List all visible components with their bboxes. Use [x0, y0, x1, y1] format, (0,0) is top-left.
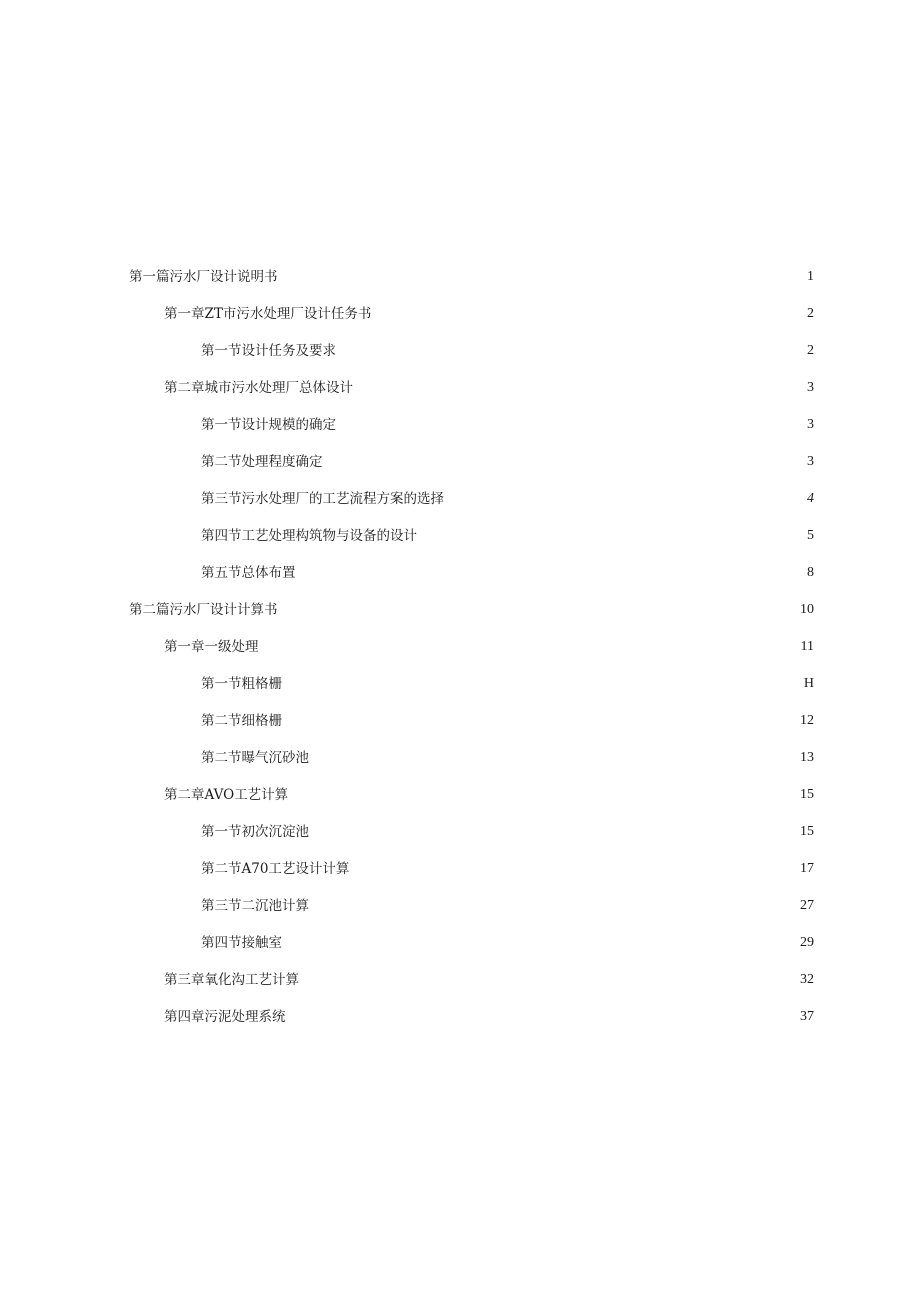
toc-entry-page: 12 — [800, 712, 814, 728]
toc-entry-page: 4 — [807, 490, 814, 506]
toc-dot-leader — [353, 861, 793, 877]
toc-dot-leader — [263, 639, 794, 655]
toc-entry-title: 第二节处理程度确定 — [201, 453, 323, 470]
toc-dot-leader — [300, 565, 794, 581]
table-of-contents — [0, 258, 920, 1035]
toc-entry-title: 第一节初次沉淀池 — [201, 823, 309, 840]
toc-entry-title: 第二篇污水厂设计计算书 — [129, 601, 278, 618]
toc-entry-title: 第一节设计任务及要求 — [201, 342, 336, 359]
toc-dot-leader — [282, 602, 794, 618]
toc-dot-leader — [313, 750, 793, 766]
toc-entry[interactable] — [0, 813, 920, 850]
toc-entry-page: 3 — [807, 453, 814, 469]
toc-entry-title: 第一篇污水厂设计说明书 — [129, 268, 278, 285]
toc-entry-title: 第一节设计规模的确定 — [201, 416, 336, 433]
toc-entry[interactable] — [0, 887, 920, 924]
toc-entry[interactable] — [0, 369, 920, 406]
toc-entry[interactable] — [0, 665, 920, 702]
toc-entry-page: 27 — [800, 897, 814, 913]
toc-entry-title: 第一章ZT市污水处理厂设计任务书 — [164, 305, 372, 322]
toc-entry-page: 29 — [800, 934, 814, 950]
toc-entry-title: 第二章城市污水处理厂总体设计 — [164, 379, 353, 396]
toc-entry-title: 第三章氧化沟工艺计算 — [164, 971, 299, 988]
toc-entry-page: 15 — [800, 786, 814, 802]
toc-entry-page: 13 — [800, 749, 814, 765]
toc-entry[interactable] — [0, 554, 920, 591]
toc-dot-leader — [375, 306, 793, 322]
toc-entry[interactable] — [0, 258, 920, 295]
toc-entry[interactable] — [0, 591, 920, 628]
toc-entry-title: 第二章AVO工艺计算 — [164, 786, 289, 803]
toc-entry[interactable] — [0, 961, 920, 998]
toc-entry-title: 第四节工艺处理构筑物与设备的设计 — [201, 527, 417, 544]
toc-entry[interactable] — [0, 924, 920, 961]
toc-entry[interactable] — [0, 406, 920, 443]
toc-entry[interactable] — [0, 517, 920, 554]
toc-dot-leader — [313, 898, 793, 914]
toc-entry[interactable] — [0, 739, 920, 776]
toc-dot-leader — [286, 935, 793, 951]
toc-entry-page: 37 — [800, 1008, 814, 1024]
toc-entry[interactable] — [0, 628, 920, 665]
toc-entry[interactable] — [0, 295, 920, 332]
toc-entry-page: 1 — [807, 268, 814, 284]
toc-entry[interactable] — [0, 480, 920, 517]
toc-dot-leader — [286, 713, 793, 729]
toc-dot-leader — [292, 787, 793, 803]
toc-dot-leader — [421, 528, 793, 544]
toc-entry-page: 3 — [807, 379, 814, 395]
toc-entry-page: 5 — [807, 527, 814, 543]
toc-entry-page: H — [803, 675, 814, 691]
toc-entry[interactable] — [0, 850, 920, 887]
toc-dot-leader — [448, 491, 793, 507]
toc-entry-title: 第二节细格栅 — [201, 712, 282, 729]
toc-entry-page: 15 — [800, 823, 814, 839]
toc-entry[interactable] — [0, 443, 920, 480]
toc-entry-title: 第一章一级处理 — [164, 638, 259, 655]
toc-entry-page: 32 — [800, 971, 814, 987]
toc-dot-leader — [327, 454, 794, 470]
toc-entry-page: 10 — [800, 601, 814, 617]
toc-entry-title: 第三节二沉池计算 — [201, 897, 309, 914]
toc-dot-leader — [290, 1009, 794, 1025]
toc-entry[interactable] — [0, 702, 920, 739]
toc-dot-leader — [357, 380, 793, 396]
toc-entry[interactable] — [0, 776, 920, 813]
toc-entry-title: 第四节接触室 — [201, 934, 282, 951]
toc-entry-page: 2 — [807, 305, 814, 321]
toc-entry-page: 11 — [800, 638, 814, 654]
toc-dot-leader — [340, 343, 793, 359]
toc-entry[interactable] — [0, 998, 920, 1035]
toc-entry-title: 第一节粗格栅 — [201, 675, 282, 692]
toc-dot-leader — [303, 972, 793, 988]
toc-entry-title: 第二节曝气沉砂池 — [201, 749, 309, 766]
toc-dot-leader — [313, 824, 793, 840]
toc-entry-page: 17 — [800, 860, 814, 876]
toc-entry-page: 3 — [807, 416, 814, 432]
toc-dot-leader — [282, 269, 794, 285]
toc-entry-page: 8 — [807, 564, 814, 580]
toc-entry-title: 第五节总体布置 — [201, 564, 296, 581]
toc-dot-leader — [286, 676, 793, 692]
toc-entry-page: 2 — [807, 342, 814, 358]
toc-entry-title: 第四章污泥处理系统 — [164, 1008, 286, 1025]
toc-entry-title: 第二节A70工艺设计计算 — [201, 860, 350, 877]
toc-entry-title: 第三节污水处理厂的工艺流程方案的选择 — [201, 490, 444, 507]
toc-entry[interactable] — [0, 332, 920, 369]
toc-dot-leader — [340, 417, 793, 433]
